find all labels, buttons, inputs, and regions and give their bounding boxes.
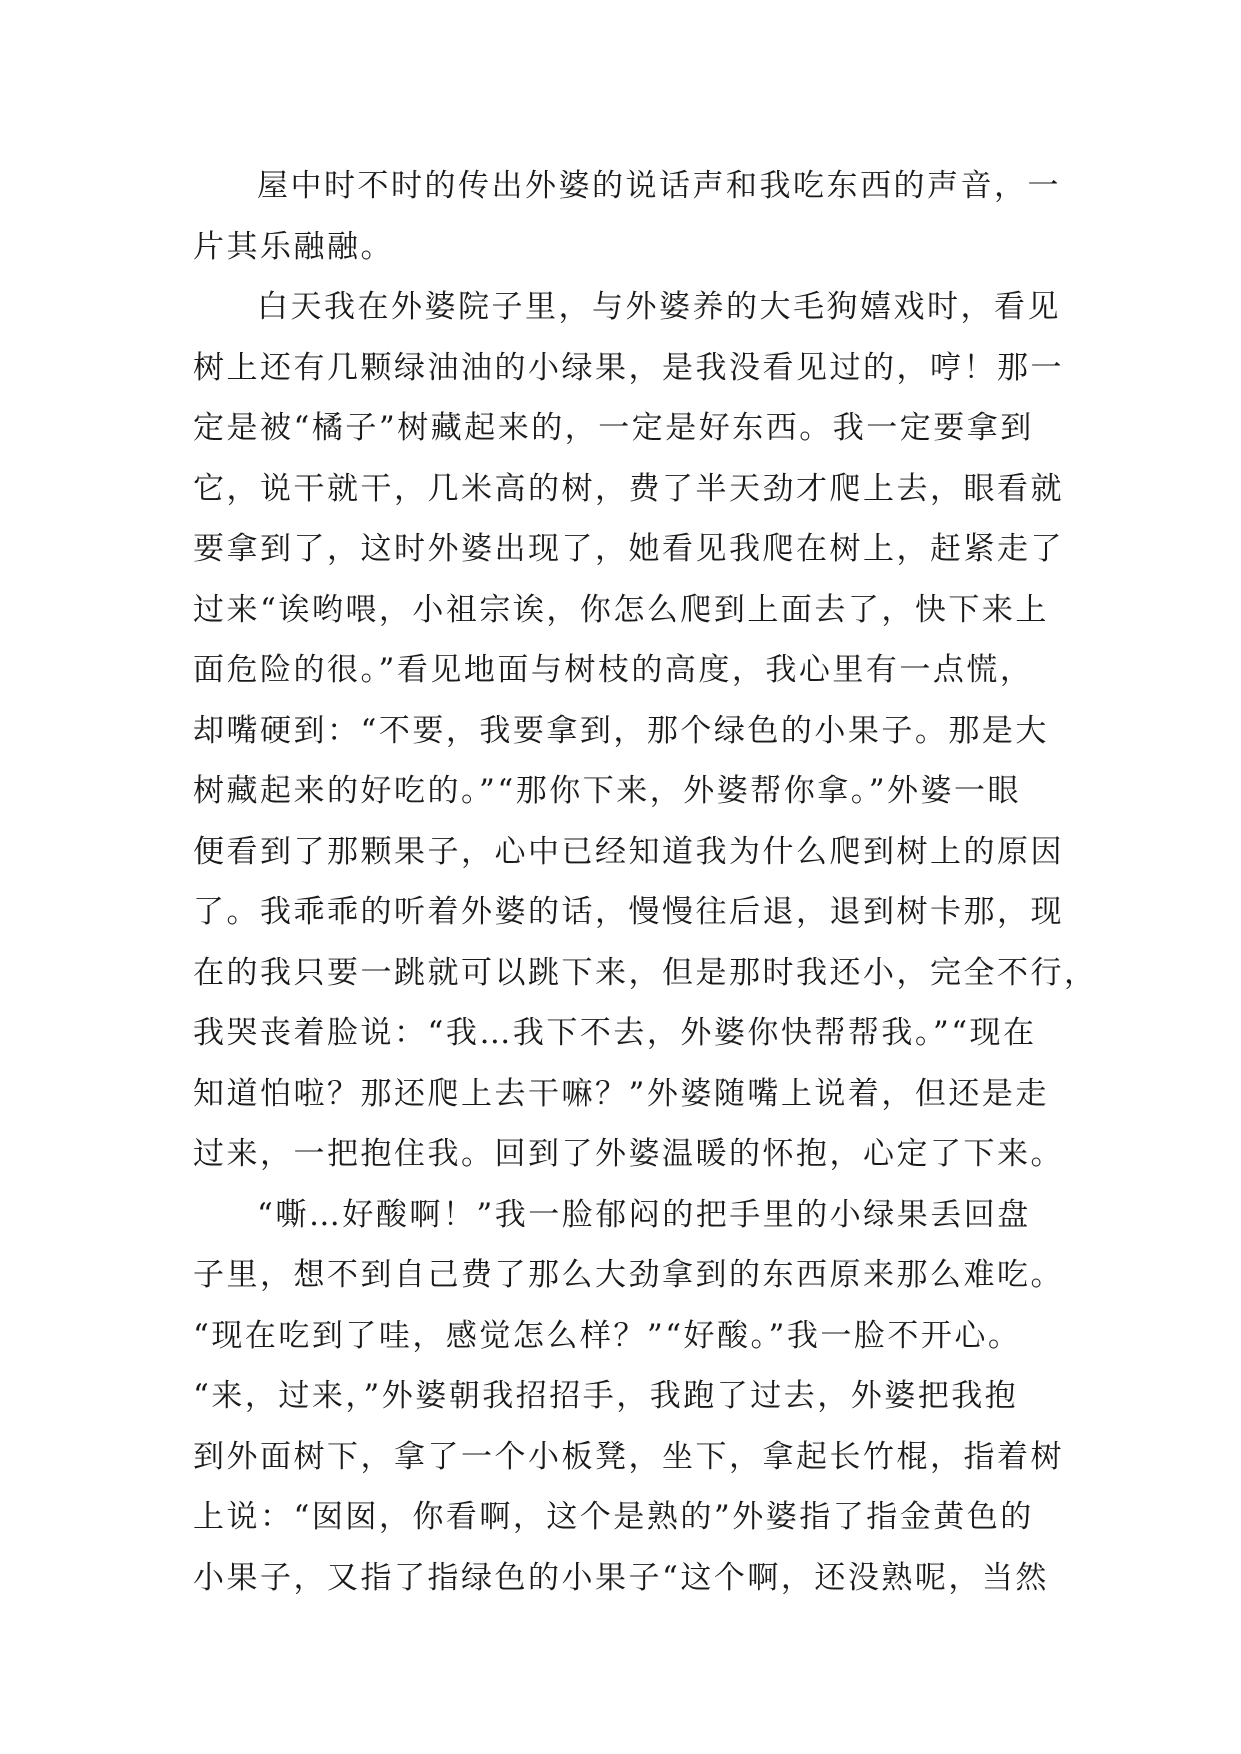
text-line: 定是被“橘子”树藏起来的，一定是好东西。我一定要拿到 — [193, 410, 1034, 446]
text-line: 我哭丧着脸说：“我…我下不去，外婆你快帮帮我。”“现在 — [193, 1015, 1037, 1051]
text-line: 屋中时不时的传出外婆的说话声和我吃东西的声音，一 — [257, 168, 1061, 204]
text-line: 过来“诶哟喂，小祖宗诶，你怎么爬到上面去了，快下来上 — [193, 591, 1049, 628]
text-line: 却嘴硬到：“不要，我要拿到，那个绿色的小果子。那是大 — [193, 712, 1049, 749]
text-line: 树上还有几颗绿油油的小绿果，是我没看见过的，哼！那一 — [193, 349, 1064, 386]
text-line: 小果子，又指了指绿色的小果子“这个啊，还没熟呢，当然 — [193, 1559, 1049, 1596]
text-line: 片其乐融融。 — [193, 228, 394, 265]
document-body — [193, 156, 1098, 1608]
text-line: 过来，一把抱住我。回到了外婆温暖的怀抱，心定了下来。 — [193, 1136, 1064, 1172]
text-line: 要拿到了，这时外婆出现了，她看见我爬在树上，赶紧走了 — [193, 531, 1064, 567]
text-line: 到外面树下，拿了一个小板凳，坐下，拿起长竹棍，指着树 — [193, 1438, 1064, 1475]
text-line: “嘶…好酸啊！”我一脸郁闷的把手里的小绿果丢回盘 — [257, 1196, 1031, 1233]
text-line: “现在吃到了哇，感觉怎么样？”“好酸。”我一脸不开心。 — [193, 1317, 1022, 1354]
text-line: 上说：“囡囡，你看啊，这个是熟的”外婆指了指金黄色的 — [193, 1499, 1034, 1535]
text-line: “来，过来，”外婆朝我招招手，我跑了过去，外婆把我抱 — [193, 1378, 1019, 1414]
text-line: 在的我只要一跳就可以跳下来，但是那时我还小，完全不行， — [193, 954, 1098, 991]
text-line: 它，说干就干，几米高的树，费了半天劲才爬上去，眼看就 — [193, 470, 1064, 507]
text-line: 子里，想不到自己费了那么大劲拿到的东西原来那么难吃。 — [193, 1257, 1064, 1293]
text-line: 面危险的很。”看见地面与树枝的高度，我心里有一点慌， — [193, 652, 1034, 688]
text-line: 知道怕啦？那还爬上去干嘛？”外婆随嘴上说着，但还是走 — [193, 1075, 1049, 1112]
text-line: 白天我在外婆院子里，与外婆养的大毛狗嬉戏时，看见 — [257, 289, 1061, 325]
text-line: 树藏起来的好吃的。”“那你下来，外婆帮你拿。”外婆一眼 — [193, 773, 1022, 809]
text-line: 便看到了那颗果子，心中已经知道我为什么爬到树上的原因 — [193, 833, 1064, 870]
text-line: 了。我乖乖的听着外婆的话，慢慢往后退，退到树卡那，现 — [193, 894, 1064, 930]
